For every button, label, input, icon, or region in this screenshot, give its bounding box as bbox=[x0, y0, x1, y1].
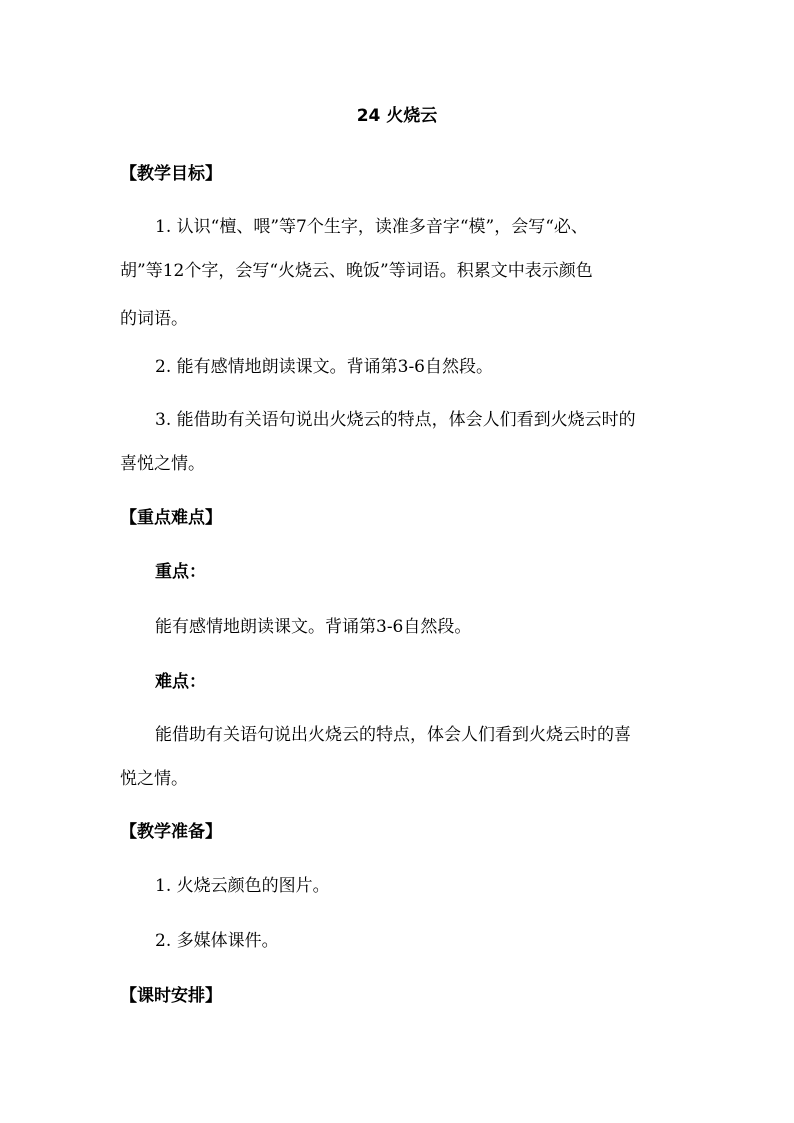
document-title: 24 火烧云 bbox=[356, 106, 438, 126]
section-heading-schedule: 【课时安排】 bbox=[120, 986, 222, 1006]
objective-item-1-line-2: 胡”等12个字，会写“火烧云、晚饭”等词语。积累文中表示颜色 bbox=[120, 261, 593, 281]
focus-text: 能有感情地朗读课文。背诵第3-6自然段。 bbox=[155, 617, 472, 637]
difficulty-line-2: 悦之情。 bbox=[120, 769, 188, 789]
objective-item-1-line-1: 1. 认识“檀、喂”等7个生字，读准多音字“模”，会写“必、 bbox=[155, 217, 588, 237]
preparation-item-1: 1. 火烧云颜色的图片。 bbox=[155, 876, 330, 896]
section-heading-preparation: 【教学准备】 bbox=[120, 822, 222, 842]
difficulty-line-1: 能借助有关语句说出火烧云的特点，体会人们看到火烧云时的喜 bbox=[155, 725, 631, 745]
objective-item-1-line-3: 的词语。 bbox=[120, 309, 188, 329]
objective-item-3 bbox=[155, 408, 715, 432]
objective-item-2: 2. 能有感情地朗读课文。背诵第3-6自然段。 bbox=[155, 357, 493, 377]
preparation-item-2: 2. 多媒体课件。 bbox=[155, 931, 279, 951]
objective-item-1 bbox=[155, 215, 715, 239]
section-heading-key-points: 【重点难点】 bbox=[120, 508, 222, 528]
difficulty-label: 难点： bbox=[155, 672, 206, 692]
section-heading-objectives: 【教学目标】 bbox=[120, 164, 222, 184]
focus-label: 重点： bbox=[155, 562, 206, 582]
objective-item-3-line-2: 喜悦之情。 bbox=[120, 454, 205, 474]
objective-item-1-continuation bbox=[120, 259, 680, 331]
objective-item-3-line-1: 3. 能借助有关语句说出火烧云的特点，体会人们看到火烧云时的 bbox=[155, 410, 636, 430]
